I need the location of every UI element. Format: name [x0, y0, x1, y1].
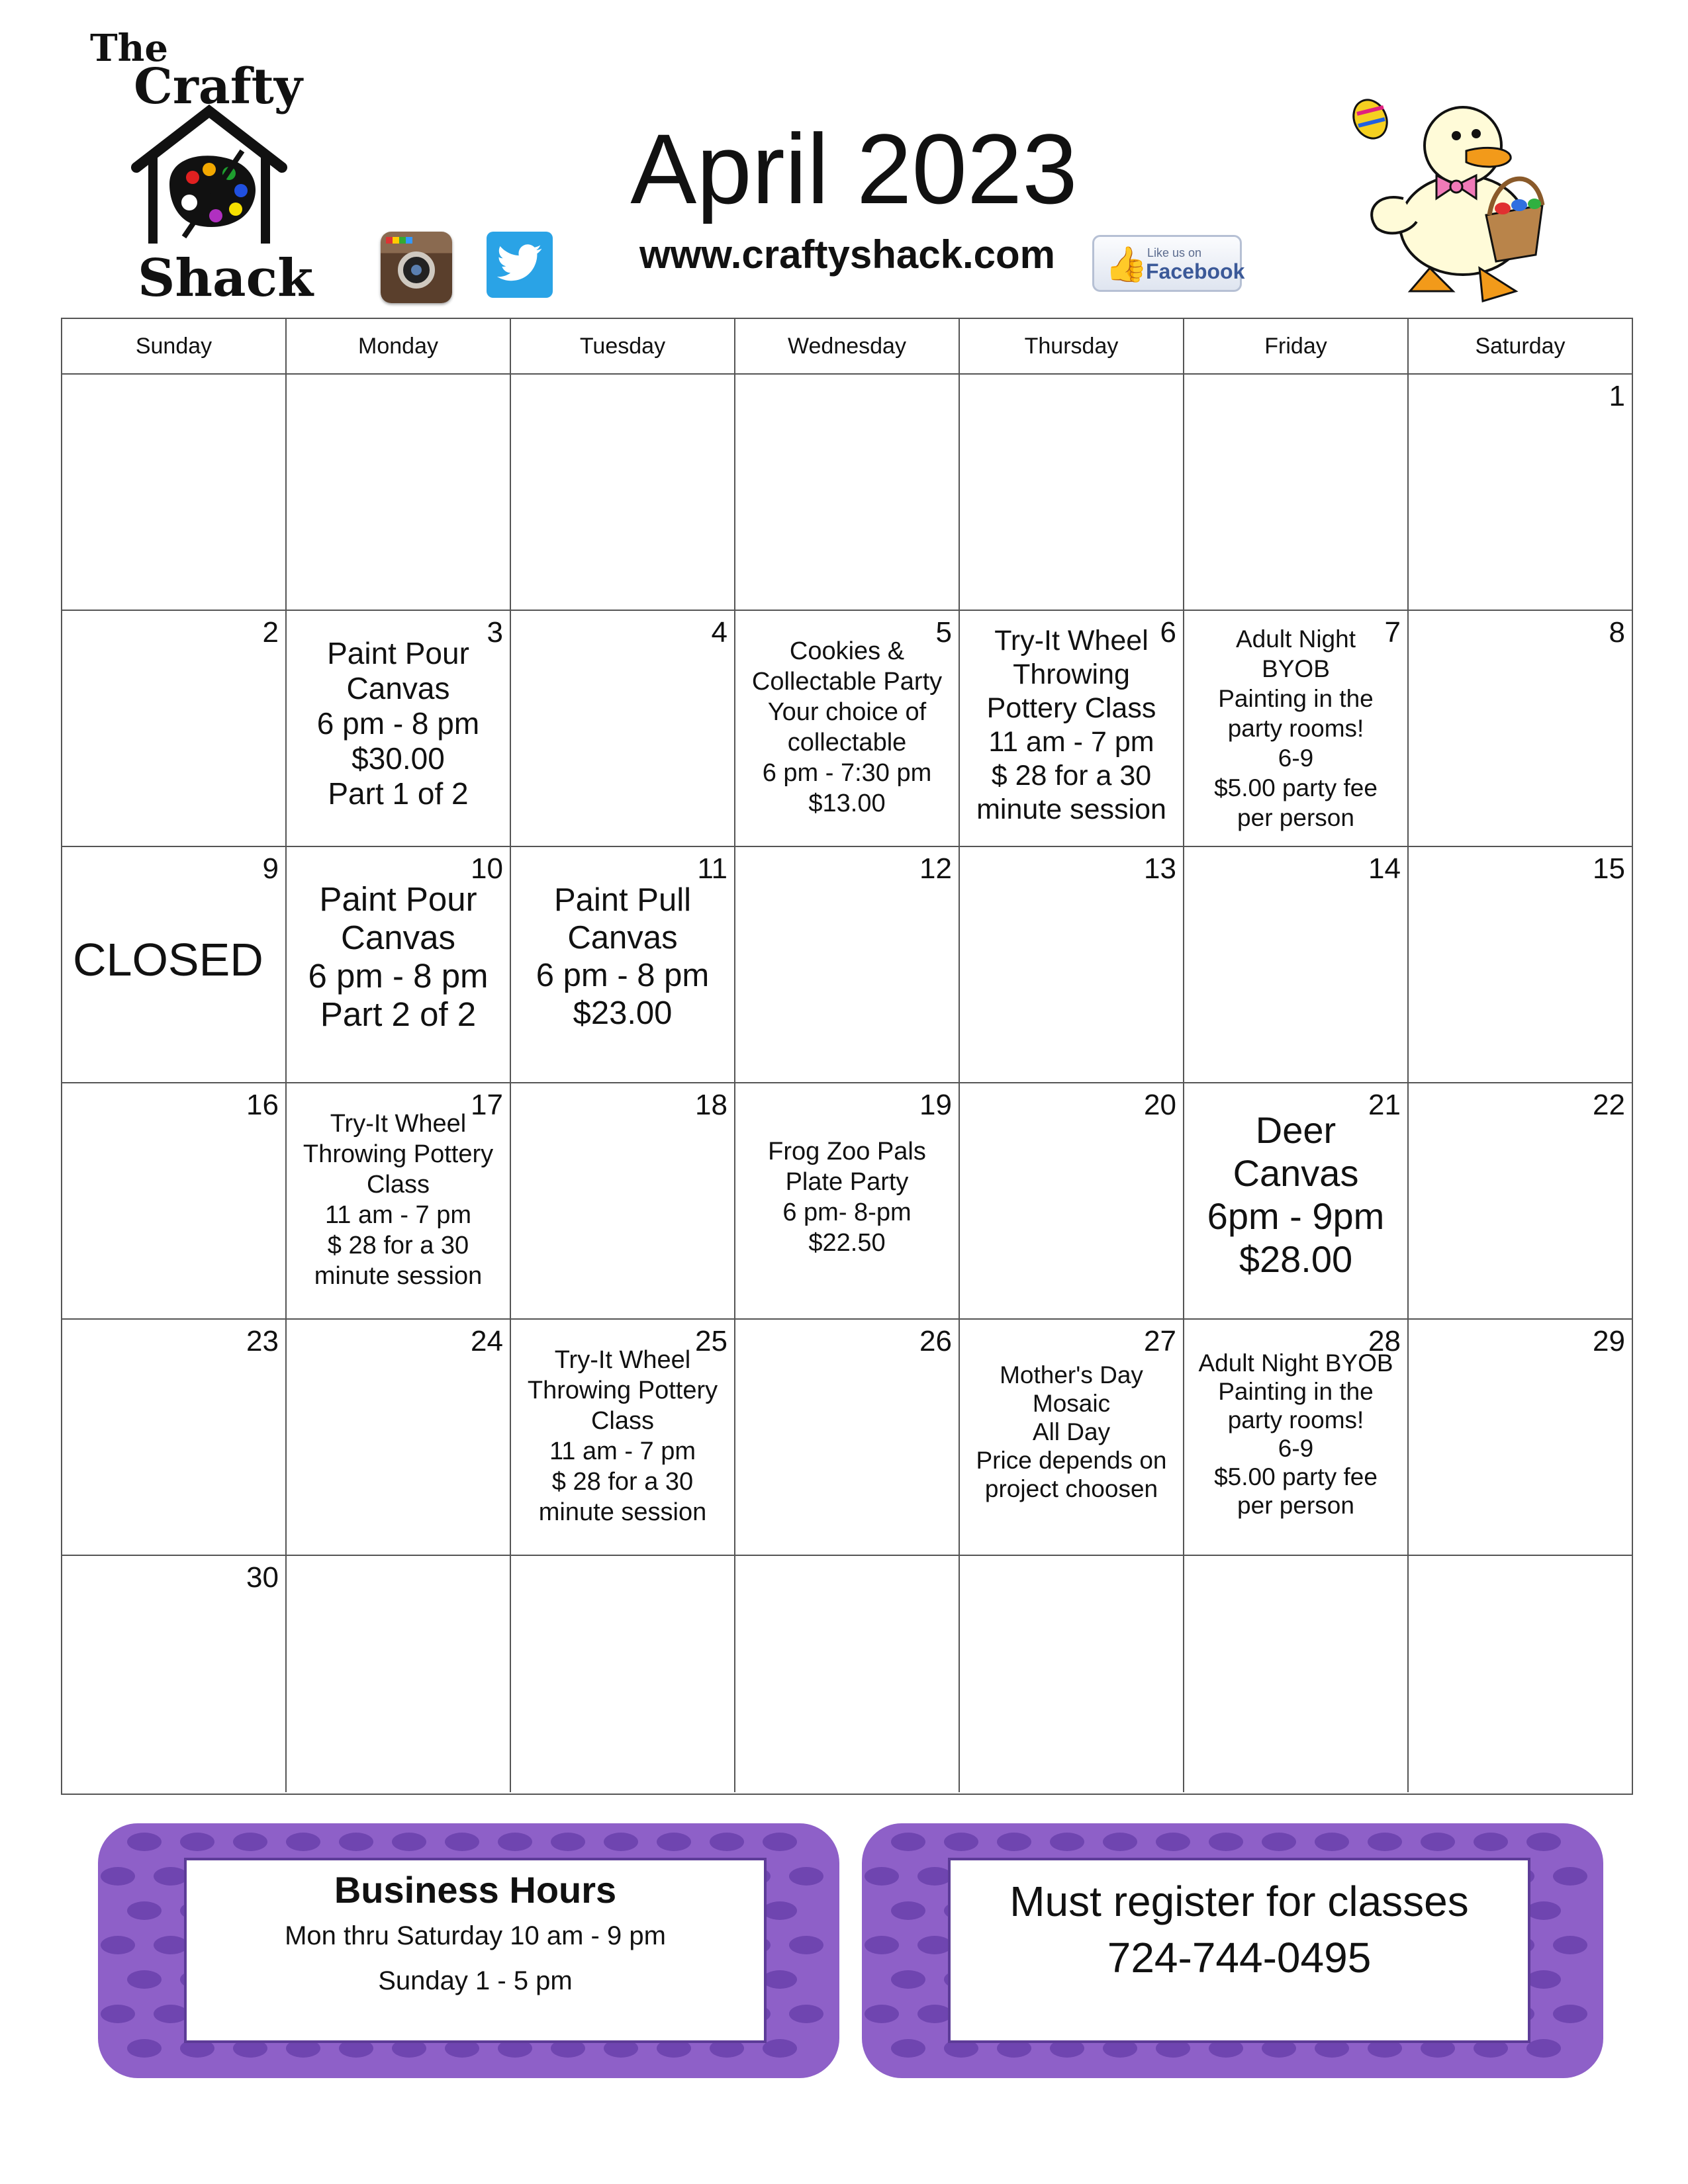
day-number: 10 — [471, 852, 503, 885]
frame-dot — [127, 1901, 162, 1920]
closed-label: CLOSED — [73, 934, 263, 985]
register-phone[interactable]: 724-744-0495 — [1107, 1934, 1372, 1981]
frame-dot — [1526, 1970, 1561, 1989]
day-cell-16 — [62, 1083, 287, 1318]
frame-dot — [865, 1936, 899, 1954]
frame-dot — [101, 2005, 135, 2023]
day-cell — [960, 375, 1184, 610]
weekday-wednesday: Wednesday — [735, 319, 960, 373]
day-cell-30 — [62, 1556, 287, 1792]
day-number: 21 — [1368, 1089, 1401, 1121]
day-cell-19 — [735, 1083, 960, 1318]
weekday-sunday: Sunday — [62, 319, 287, 373]
event-paint-pull-canvas: Paint Pull Canvas 6 pm - 8 pm $23.00 — [536, 882, 710, 1031]
day-number: 22 — [1593, 1089, 1625, 1121]
frame-dot — [657, 1833, 691, 1851]
day-number: 16 — [246, 1089, 279, 1121]
frame-dot — [154, 2005, 188, 2023]
frame-dot — [1553, 1936, 1587, 1954]
day-cell — [287, 1556, 511, 1792]
instagram-icon[interactable] — [381, 232, 452, 303]
day-number: 28 — [1368, 1325, 1401, 1357]
weekday-friday: Friday — [1184, 319, 1409, 373]
day-cell-15 — [1409, 847, 1632, 1082]
logo-palette-icon — [123, 105, 295, 250]
day-cell-13 — [960, 847, 1184, 1082]
frame-dot — [180, 1833, 214, 1851]
event-try-it-wheel: Try-It Wheel Throwing Pottery Class 11 am - 7 pm $ 28 for a 30 minute session — [976, 625, 1166, 825]
frame-dot — [997, 1833, 1031, 1851]
frame-dot — [445, 1833, 479, 1851]
day-number: 12 — [919, 852, 952, 885]
frame-dot — [154, 1867, 188, 1886]
frame-dot — [604, 1833, 638, 1851]
day-number: 14 — [1368, 852, 1401, 885]
facebook-label: Facebook — [1146, 259, 1245, 283]
frame-dot — [1526, 2039, 1561, 2058]
day-cell — [287, 375, 511, 610]
week-row — [62, 611, 1632, 847]
event-paint-pour-part-1: Paint Pour Canvas 6 pm - 8 pm $30.00 Part 1 of 2 — [316, 636, 480, 811]
day-number: 23 — [246, 1325, 279, 1357]
frame-dot — [1526, 1833, 1561, 1851]
frame-dot — [1368, 1833, 1402, 1851]
logo-text-the: The — [90, 26, 169, 70]
event-adult-night: Adult Night BYOB Painting in the party rooms! 6-9 $5.00 party fee per person — [1214, 625, 1378, 831]
crafty-shack-logo — [86, 26, 324, 308]
week-row — [62, 1320, 1632, 1556]
facebook-like-icon: 👍 — [1105, 246, 1148, 284]
day-cell — [511, 1556, 735, 1792]
day-cell — [62, 375, 287, 610]
calendar-grid — [61, 318, 1633, 1795]
day-number: 20 — [1144, 1089, 1176, 1121]
event-mothers-day-mosaic: Mother's Day Mosaic All Day Price depends on project choosen — [976, 1361, 1167, 1502]
frame-dot — [101, 1867, 135, 1886]
day-number: 7 — [1384, 616, 1401, 649]
frame-dot — [1050, 1833, 1084, 1851]
day-cell-24 — [287, 1320, 511, 1555]
frame-dot — [917, 1936, 952, 1954]
frame-dot — [1526, 1901, 1561, 1920]
day-cell-11 — [511, 847, 735, 1082]
day-number: 2 — [262, 616, 279, 649]
day-number: 29 — [1593, 1325, 1625, 1357]
day-cell-20 — [960, 1083, 1184, 1318]
day-cell-28 — [1184, 1320, 1409, 1555]
week-row — [62, 375, 1632, 611]
day-cell — [1184, 1556, 1409, 1792]
day-cell-10 — [287, 847, 511, 1082]
frame-dot — [339, 1833, 373, 1851]
business-hours-sunday: Sunday 1 - 5 pm — [378, 1966, 573, 1995]
frame-dot — [392, 1833, 426, 1851]
day-number: 25 — [695, 1325, 727, 1357]
frame-dot — [891, 1970, 925, 1989]
frame-dot — [1103, 1833, 1137, 1851]
frame-dot — [1553, 1867, 1587, 1886]
day-cell-23 — [62, 1320, 287, 1555]
frame-dot — [891, 1901, 925, 1920]
frame-dot — [551, 1833, 585, 1851]
frame-dot — [917, 1867, 952, 1886]
logo-text-crafty: Crafty — [134, 58, 303, 115]
day-cell-5 — [735, 611, 960, 846]
frame-dot — [891, 1833, 925, 1851]
frame-dot — [1474, 1833, 1508, 1851]
frame-dot — [789, 1867, 823, 1886]
frame-dot — [101, 1936, 135, 1954]
day-cell-27 — [960, 1320, 1184, 1555]
frame-dot — [127, 2039, 162, 2058]
register-panel — [862, 1823, 1603, 2078]
day-cell-22 — [1409, 1083, 1632, 1318]
day-number: 27 — [1144, 1325, 1176, 1357]
weekday-header-row — [62, 319, 1632, 375]
weekday-tuesday: Tuesday — [511, 319, 735, 373]
day-cell-29 — [1409, 1320, 1632, 1555]
week-row — [62, 1556, 1632, 1792]
frame-dot — [1262, 1833, 1296, 1851]
day-number: 17 — [471, 1089, 503, 1121]
register-box — [948, 1858, 1530, 2043]
day-number: 8 — [1609, 616, 1625, 649]
day-cell — [511, 375, 735, 610]
business-hours-box — [184, 1858, 767, 2043]
day-number: 9 — [262, 852, 279, 885]
frame-dot — [710, 1833, 744, 1851]
frame-dot — [789, 2005, 823, 2023]
facebook-like-caption: Like us on — [1147, 246, 1202, 259]
day-cell-14 — [1184, 847, 1409, 1082]
week-row — [62, 847, 1632, 1083]
day-number: 5 — [935, 616, 952, 649]
frame-dot — [127, 1970, 162, 1989]
frame-dot — [865, 2005, 899, 2023]
page-title: April 2023 — [630, 113, 1078, 224]
day-cell-25 — [511, 1320, 735, 1555]
frame-dot — [233, 1833, 267, 1851]
day-cell-7 — [1184, 611, 1409, 846]
day-number: 19 — [919, 1089, 952, 1121]
day-cell — [960, 1556, 1184, 1792]
business-hours-title: Business Hours — [334, 1869, 617, 1911]
day-cell-9 — [62, 847, 287, 1082]
easter-duck-icon — [1337, 73, 1575, 311]
day-number: 1 — [1609, 380, 1625, 412]
event-paint-pour-part-2: Paint Pour Canvas 6 pm - 8 pm Part 2 of 2 — [308, 880, 489, 1033]
weekday-saturday: Saturday — [1475, 333, 1566, 359]
frame-dot — [498, 1833, 532, 1851]
frame-dot — [763, 1901, 797, 1920]
day-number: 4 — [711, 616, 727, 649]
day-cell-21 — [1184, 1083, 1409, 1318]
day-cell — [1184, 375, 1409, 610]
day-number: 13 — [1144, 852, 1176, 885]
day-cell — [735, 1556, 960, 1792]
event-try-it-wheel: Try-It Wheel Throwing Pottery Class 11 am - 7 pm $ 28 for a 30 minute session — [527, 1346, 718, 1526]
day-cell — [1409, 1556, 1632, 1792]
frame-dot — [763, 1970, 797, 1989]
day-cell-6 — [960, 611, 1184, 846]
day-number: 3 — [487, 616, 503, 649]
week-row — [62, 1083, 1632, 1320]
day-cell-26 — [735, 1320, 960, 1555]
frame-dot — [1553, 2005, 1587, 2023]
day-number: 18 — [695, 1089, 727, 1121]
frame-dot — [127, 1833, 162, 1851]
day-cell-17 — [287, 1083, 511, 1318]
logo-text-shack: Shack — [138, 248, 314, 308]
event-frog-zoo-pals: Frog Zoo Pals Plate Party 6 pm- 8-pm $22.50 — [768, 1138, 926, 1257]
day-number: 24 — [471, 1325, 503, 1357]
event-try-it-wheel: Try-It Wheel Throwing Pottery Class 11 am - 7 pm $ 28 for a 30 minute session — [303, 1110, 494, 1290]
weekday-thursday: Thursday — [960, 319, 1184, 373]
day-cell-1 — [1409, 375, 1632, 610]
event-adult-night: Adult Night BYOB Painting in the party rooms! 6-9 $5.00 party fee per person — [1198, 1349, 1393, 1519]
facebook-like-button[interactable] — [1092, 235, 1245, 292]
frame-dot — [891, 2039, 925, 2058]
day-cell-18 — [511, 1083, 735, 1318]
frame-dot — [1209, 1833, 1243, 1851]
frame-dot — [763, 1833, 797, 1851]
day-number: 26 — [919, 1325, 952, 1357]
frame-dot — [763, 2039, 797, 2058]
day-cell-4 — [511, 611, 735, 846]
frame-dot — [286, 1833, 320, 1851]
event-deer-canvas: Deer Canvas 6pm - 9pm $28.00 — [1207, 1109, 1385, 1280]
business-hours-panel — [98, 1823, 839, 2078]
frame-dot — [154, 1936, 188, 1954]
day-number: 15 — [1593, 852, 1625, 885]
weekday-monday: Monday — [287, 319, 511, 373]
frame-dot — [1421, 1833, 1455, 1851]
frame-dot — [1156, 1833, 1190, 1851]
website-link[interactable]: www.craftyshack.com — [639, 232, 1056, 277]
day-number: 6 — [1160, 616, 1176, 649]
day-number: 30 — [246, 1561, 279, 1594]
twitter-icon[interactable] — [487, 232, 553, 298]
frame-dot — [944, 1833, 978, 1851]
frame-dot — [865, 1867, 899, 1886]
day-cell-8 — [1409, 611, 1632, 846]
register-notice: Must register for classes — [1009, 1878, 1469, 1925]
frame-dot — [1315, 1833, 1349, 1851]
frame-dot — [789, 1936, 823, 1954]
day-cell — [735, 375, 960, 610]
day-cell-2 — [62, 611, 287, 846]
day-cell-3 — [287, 611, 511, 846]
day-number: 11 — [697, 852, 727, 885]
frame-dot — [917, 2005, 952, 2023]
business-hours-weekday: Mon thru Saturday 10 am - 9 pm — [285, 1921, 666, 1950]
day-cell-12 — [735, 847, 960, 1082]
event-cookies-collectable-party: Cookies & Collectable Party Your choice of collectable 6 pm - 7:30 pm $13.00 — [751, 637, 943, 817]
